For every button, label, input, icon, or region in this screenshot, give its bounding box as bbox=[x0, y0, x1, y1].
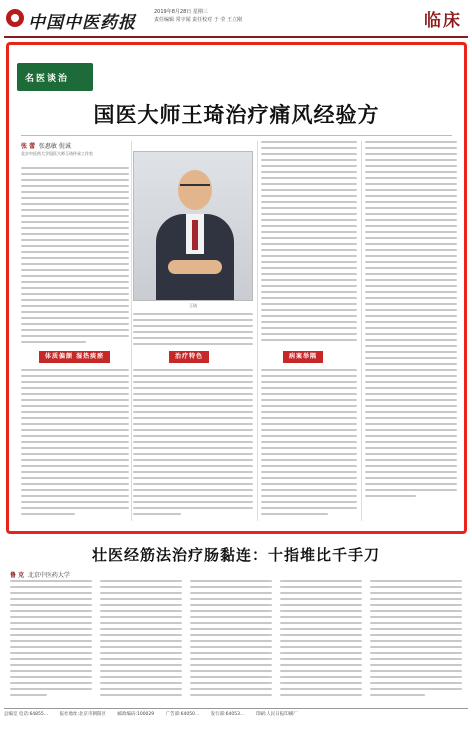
headline-divider bbox=[21, 135, 452, 136]
subhead-case: 病案举隅 bbox=[283, 351, 323, 363]
column-divider bbox=[361, 141, 362, 521]
footer-item: 邮政编码:100029 bbox=[117, 712, 155, 717]
masthead bbox=[4, 2, 468, 38]
byline-author: 张 蕾 bbox=[21, 143, 36, 150]
second-article-column-1 bbox=[10, 580, 92, 700]
newspaper-logo: 中国中医药报 bbox=[28, 13, 136, 33]
portrait-photo bbox=[133, 151, 253, 301]
footer-item: 报社地址:北京市朝阳区 bbox=[59, 712, 107, 717]
footer-item: 广告部:64050... bbox=[165, 712, 200, 717]
body-text-column-3 bbox=[261, 141, 357, 345]
editor-credits: 责任编辑 常宇闻 责任校对 于 莹 王立刚 bbox=[154, 17, 242, 23]
column-badge-label: 名医谈治 bbox=[25, 74, 70, 84]
article-headline: 国医大师王琦治疗痛风经验方 bbox=[93, 102, 380, 127]
footer-item: 总编室 电话:64855... bbox=[4, 712, 49, 717]
article-lede: 北京中医药大学国医大师王琦传承工作室 bbox=[21, 151, 93, 156]
column-divider bbox=[131, 141, 132, 521]
footer-item: 发行部:64053... bbox=[210, 712, 245, 717]
second-byline-org: 北京中医药大学 bbox=[27, 572, 70, 579]
second-article-headline[interactable]: 壮医经筋法治疗肠黏连：十指堆比千手刀 bbox=[91, 546, 380, 564]
second-article-column-5 bbox=[370, 580, 462, 700]
photo-caption: 王琦 bbox=[189, 303, 197, 308]
byline-coauthors: 张惠敏 倪诚 bbox=[38, 143, 71, 150]
column-divider bbox=[257, 141, 258, 521]
body-text-column-1 bbox=[21, 167, 129, 347]
masthead-info bbox=[154, 8, 242, 24]
body-text-column-3b bbox=[261, 369, 357, 519]
body-text-column-2b bbox=[133, 369, 253, 519]
article-byline bbox=[21, 141, 71, 150]
body-text-column-2 bbox=[133, 313, 253, 349]
second-article-column-2 bbox=[100, 580, 182, 700]
second-byline-author: 鲁 克 bbox=[10, 572, 25, 579]
column-badge bbox=[17, 63, 93, 91]
page-footer bbox=[4, 708, 468, 722]
body-text-column-1b bbox=[21, 369, 129, 519]
section-title: 临床 bbox=[424, 11, 462, 31]
second-article-byline bbox=[10, 570, 70, 579]
subhead-constitution: 体质偏颇 湿热痰瘀 bbox=[39, 351, 110, 363]
issue-date: 2019年8月28日 星期三 bbox=[154, 9, 208, 15]
highlighted-article[interactable] bbox=[6, 42, 467, 534]
second-article-column-3 bbox=[190, 580, 272, 700]
newspaper-logo-icon bbox=[6, 9, 24, 27]
body-text-column-4 bbox=[365, 141, 457, 501]
second-article-column-4 bbox=[280, 580, 362, 700]
subhead-features: 治疗特色 bbox=[169, 351, 209, 363]
footer-item: 印刷:人民日报印刷厂 bbox=[255, 712, 298, 717]
